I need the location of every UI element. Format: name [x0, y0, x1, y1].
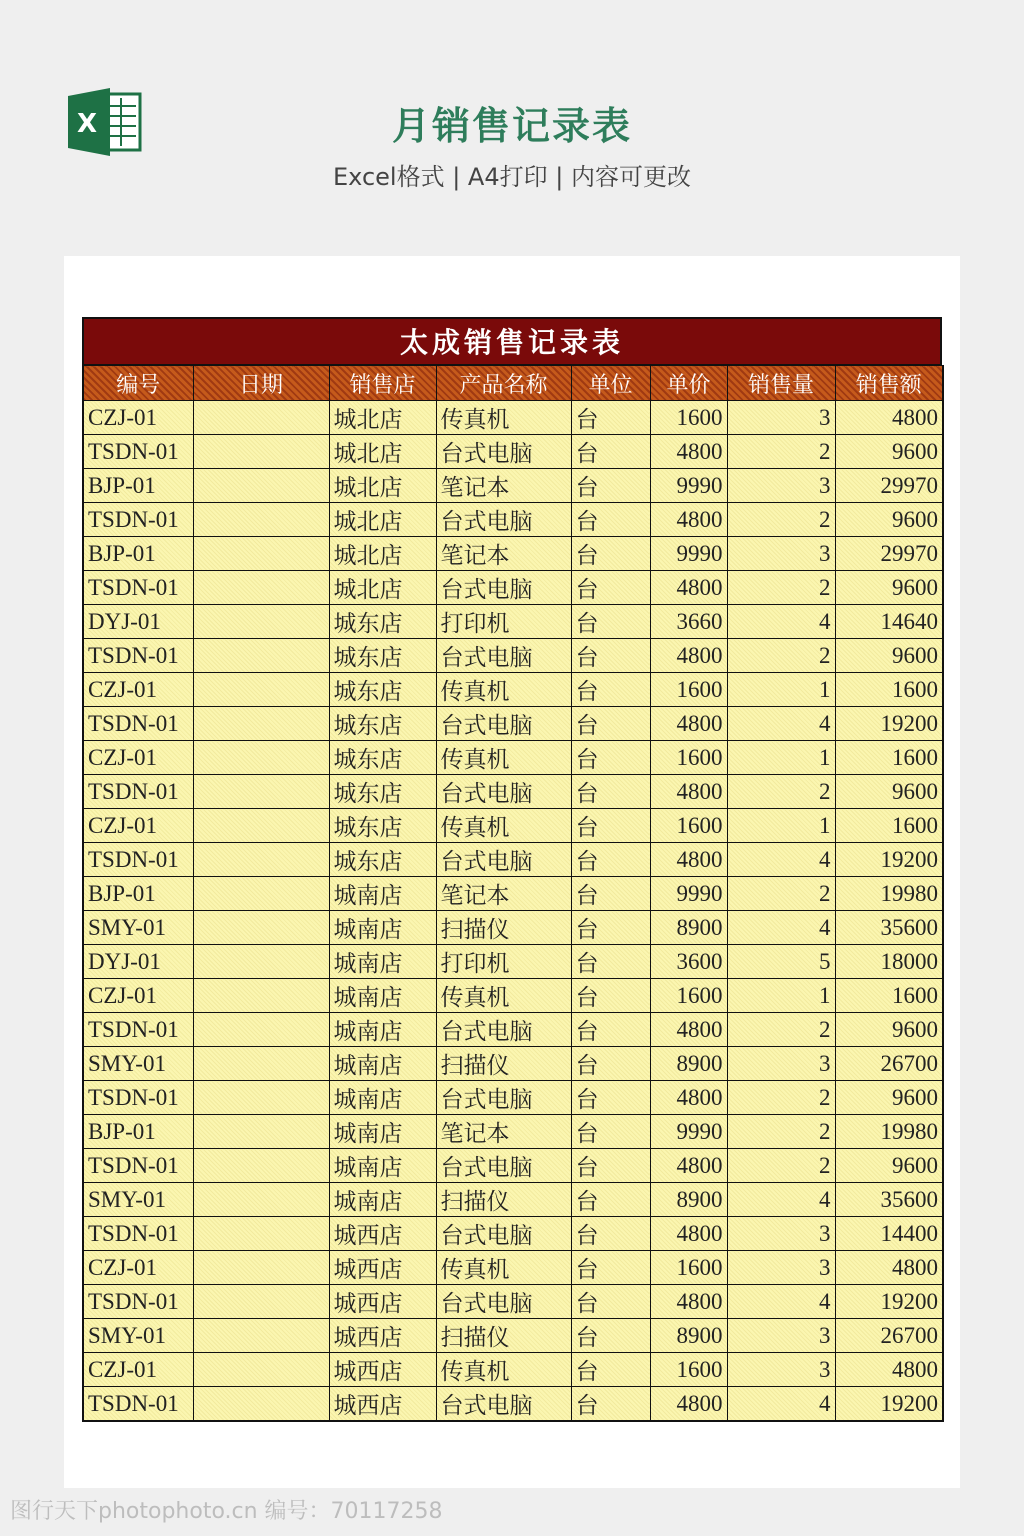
table-cell — [193, 503, 329, 537]
table-cell: 台式电脑 — [436, 1013, 571, 1047]
table-cell: 传真机 — [436, 1251, 571, 1285]
table-row — [83, 503, 943, 537]
table-cell: CZJ-01 — [83, 741, 193, 775]
table-cell: 台式电脑 — [436, 707, 571, 741]
table-cell: 2 — [727, 1013, 835, 1047]
table-cell: 9600 — [835, 639, 943, 673]
table-cell: TSDN-01 — [83, 707, 193, 741]
table-cell: 城南店 — [329, 1047, 436, 1081]
table-cell: 4800 — [650, 1081, 727, 1115]
table-cell — [193, 435, 329, 469]
column-header: 销售量 — [727, 366, 835, 401]
table-cell: 台 — [571, 1217, 650, 1251]
table-cell: 14400 — [835, 1217, 943, 1251]
table-cell: 城西店 — [329, 1251, 436, 1285]
table-row — [83, 639, 943, 673]
table-cell: 1600 — [835, 741, 943, 775]
table-cell: CZJ-01 — [83, 1251, 193, 1285]
table-cell — [193, 911, 329, 945]
table-cell: 传真机 — [436, 809, 571, 843]
table-cell: 1600 — [835, 673, 943, 707]
table-cell: 城东店 — [329, 605, 436, 639]
table-cell: 3 — [727, 401, 835, 435]
table-cell — [193, 1047, 329, 1081]
table-row — [83, 843, 943, 877]
table-cell — [193, 1387, 329, 1422]
table-row — [83, 1285, 943, 1319]
table-cell: 台式电脑 — [436, 639, 571, 673]
table-cell: 9990 — [650, 877, 727, 911]
table-row — [83, 469, 943, 503]
table-cell: TSDN-01 — [83, 1013, 193, 1047]
table-cell: 4 — [727, 1285, 835, 1319]
table-cell: 城南店 — [329, 877, 436, 911]
table-cell: 台 — [571, 911, 650, 945]
table-cell: TSDN-01 — [83, 571, 193, 605]
table-cell: 4800 — [650, 1285, 727, 1319]
table-row — [83, 537, 943, 571]
table-cell: 城东店 — [329, 707, 436, 741]
table-row — [83, 1183, 943, 1217]
table-cell: 打印机 — [436, 605, 571, 639]
table-cell: 18000 — [835, 945, 943, 979]
table-cell: 2 — [727, 571, 835, 605]
table-row — [83, 435, 943, 469]
table-cell — [193, 537, 329, 571]
table-cell: SMY-01 — [83, 911, 193, 945]
table-cell: 台式电脑 — [436, 435, 571, 469]
table-cell: 传真机 — [436, 673, 571, 707]
table-cell — [193, 1081, 329, 1115]
table-row — [83, 401, 943, 435]
table-cell: 台 — [571, 1285, 650, 1319]
table-cell: 台 — [571, 469, 650, 503]
table-cell — [193, 401, 329, 435]
table-cell: 1600 — [835, 979, 943, 1013]
table-cell: 4 — [727, 843, 835, 877]
table-cell: 19980 — [835, 1115, 943, 1149]
table-cell: TSDN-01 — [83, 1387, 193, 1422]
table-cell: 1600 — [650, 401, 727, 435]
table-cell: 4800 — [650, 1387, 727, 1422]
table-cell: 台 — [571, 1251, 650, 1285]
table-cell: 城北店 — [329, 401, 436, 435]
table-cell: 打印机 — [436, 945, 571, 979]
table-cell: TSDN-01 — [83, 639, 193, 673]
table-cell: 台 — [571, 775, 650, 809]
table-cell: 城西店 — [329, 1387, 436, 1422]
table-cell: CZJ-01 — [83, 809, 193, 843]
table-cell: SMY-01 — [83, 1183, 193, 1217]
table-cell — [193, 741, 329, 775]
column-header: 销售店 — [329, 366, 436, 401]
table-cell: 城东店 — [329, 775, 436, 809]
table-cell — [193, 707, 329, 741]
table-cell: 1 — [727, 741, 835, 775]
table-cell: SMY-01 — [83, 1047, 193, 1081]
table-cell — [193, 1251, 329, 1285]
table-cell: 台 — [571, 401, 650, 435]
column-header: 单位 — [571, 366, 650, 401]
table-cell: 1600 — [650, 979, 727, 1013]
table-cell: 笔记本 — [436, 469, 571, 503]
table-cell: 3600 — [650, 945, 727, 979]
table-cell: 台式电脑 — [436, 843, 571, 877]
table-cell: TSDN-01 — [83, 1149, 193, 1183]
table-cell: 4800 — [835, 1251, 943, 1285]
table-cell: 笔记本 — [436, 877, 571, 911]
table-cell: 9990 — [650, 1115, 727, 1149]
table-header-row — [83, 366, 943, 401]
table-cell — [193, 1115, 329, 1149]
table-row — [83, 1149, 943, 1183]
table-cell: 26700 — [835, 1319, 943, 1353]
table-cell: 台 — [571, 809, 650, 843]
table-cell — [193, 469, 329, 503]
table-cell: DYJ-01 — [83, 945, 193, 979]
table-row — [83, 945, 943, 979]
table-cell: 城南店 — [329, 1081, 436, 1115]
table-cell: 台 — [571, 571, 650, 605]
column-header: 产品名称 — [436, 366, 571, 401]
table-cell: 台 — [571, 435, 650, 469]
table-cell: 城南店 — [329, 1149, 436, 1183]
table-cell: 3 — [727, 469, 835, 503]
table-cell: 城东店 — [329, 639, 436, 673]
table-cell: 台 — [571, 843, 650, 877]
table-row — [83, 1013, 943, 1047]
table-cell — [193, 1217, 329, 1251]
table-cell: 9600 — [835, 571, 943, 605]
table-cell: 9600 — [835, 1013, 943, 1047]
table-cell: 9990 — [650, 469, 727, 503]
table-cell: 29970 — [835, 537, 943, 571]
table-cell — [193, 1353, 329, 1387]
table-cell: 4 — [727, 1387, 835, 1422]
table-cell — [193, 843, 329, 877]
table-cell: 扫描仪 — [436, 1183, 571, 1217]
table-cell: 3 — [727, 1319, 835, 1353]
table-cell: 笔记本 — [436, 537, 571, 571]
table-cell: 3 — [727, 1047, 835, 1081]
table-row — [83, 673, 943, 707]
table-cell: BJP-01 — [83, 877, 193, 911]
table-cell — [193, 877, 329, 911]
table-cell: 4800 — [835, 1353, 943, 1387]
table-cell: 4 — [727, 1183, 835, 1217]
table-body — [83, 401, 943, 1422]
table-cell: 2 — [727, 877, 835, 911]
table-cell: 台 — [571, 877, 650, 911]
table-row — [83, 1387, 943, 1422]
table-row — [83, 1217, 943, 1251]
column-header: 日期 — [193, 366, 329, 401]
table-cell: 9600 — [835, 775, 943, 809]
table-cell: 城西店 — [329, 1285, 436, 1319]
sales-table-container — [82, 317, 942, 1422]
table-cell: 台 — [571, 1183, 650, 1217]
table-cell: 台 — [571, 537, 650, 571]
column-header: 单价 — [650, 366, 727, 401]
table-cell: 3 — [727, 537, 835, 571]
table-row — [83, 775, 943, 809]
table-cell: 城西店 — [329, 1353, 436, 1387]
sales-table — [82, 365, 944, 1422]
table-cell: 1 — [727, 979, 835, 1013]
table-cell: 19200 — [835, 843, 943, 877]
table-cell — [193, 1183, 329, 1217]
table-cell: 扫描仪 — [436, 1319, 571, 1353]
table-cell: 3660 — [650, 605, 727, 639]
table-cell: 19200 — [835, 707, 943, 741]
table-cell: 35600 — [835, 1183, 943, 1217]
table-cell: 台式电脑 — [436, 1149, 571, 1183]
table-cell: 1600 — [650, 673, 727, 707]
table-cell: 传真机 — [436, 401, 571, 435]
table-cell: SMY-01 — [83, 1319, 193, 1353]
table-cell: 14640 — [835, 605, 943, 639]
table-cell: 台式电脑 — [436, 503, 571, 537]
table-cell: 台 — [571, 1081, 650, 1115]
table-cell: BJP-01 — [83, 537, 193, 571]
table-row — [83, 979, 943, 1013]
table-cell: 1600 — [650, 1353, 727, 1387]
table-cell: 台 — [571, 1115, 650, 1149]
table-cell: 2 — [727, 775, 835, 809]
table-row — [83, 1115, 943, 1149]
table-cell: 城北店 — [329, 571, 436, 605]
table-cell: 19200 — [835, 1285, 943, 1319]
table-cell: CZJ-01 — [83, 1353, 193, 1387]
table-cell: 3 — [727, 1251, 835, 1285]
table-cell: 1 — [727, 673, 835, 707]
table-cell: TSDN-01 — [83, 503, 193, 537]
table-cell: 城北店 — [329, 469, 436, 503]
table-cell: 台 — [571, 673, 650, 707]
table-cell: 8900 — [650, 1319, 727, 1353]
table-cell: 1600 — [650, 741, 727, 775]
table-cell: 19200 — [835, 1387, 943, 1422]
table-cell: 4800 — [650, 503, 727, 537]
table-cell: 4800 — [650, 639, 727, 673]
table-cell: 4800 — [650, 843, 727, 877]
table-cell: 9600 — [835, 435, 943, 469]
table-cell: 26700 — [835, 1047, 943, 1081]
table-cell: 29970 — [835, 469, 943, 503]
table-cell: 2 — [727, 1149, 835, 1183]
table-cell: TSDN-01 — [83, 1217, 193, 1251]
table-cell: 城南店 — [329, 1183, 436, 1217]
column-header: 销售额 — [835, 366, 943, 401]
table-row — [83, 809, 943, 843]
table-row — [83, 571, 943, 605]
table-cell: 9600 — [835, 1149, 943, 1183]
svg-text:X: X — [77, 109, 98, 139]
table-cell: 台式电脑 — [436, 1285, 571, 1319]
table-cell: 1600 — [835, 809, 943, 843]
table-cell: 台 — [571, 1387, 650, 1422]
table-cell: 台 — [571, 605, 650, 639]
table-cell: 扫描仪 — [436, 1047, 571, 1081]
table-cell: TSDN-01 — [83, 843, 193, 877]
table-cell — [193, 571, 329, 605]
table-cell: 台式电脑 — [436, 1217, 571, 1251]
table-cell — [193, 673, 329, 707]
table-row — [83, 605, 943, 639]
table-row — [83, 1047, 943, 1081]
table-cell: TSDN-01 — [83, 435, 193, 469]
table-cell: 台 — [571, 503, 650, 537]
page-subtitle: Excel格式 | A4打印 | 内容可更改 — [333, 163, 691, 191]
table-cell: 2 — [727, 503, 835, 537]
table-row — [83, 707, 943, 741]
table-cell: 城南店 — [329, 1115, 436, 1149]
table-cell: 台 — [571, 1149, 650, 1183]
table-cell: 2 — [727, 1115, 835, 1149]
table-cell: 2 — [727, 1081, 835, 1115]
page-title: 月销售记录表 — [391, 104, 632, 148]
table-cell: 城南店 — [329, 911, 436, 945]
table-cell: 1600 — [650, 809, 727, 843]
table-cell: CZJ-01 — [83, 401, 193, 435]
table-cell: 4 — [727, 707, 835, 741]
table-cell — [193, 605, 329, 639]
table-cell: CZJ-01 — [83, 979, 193, 1013]
table-cell: 1600 — [650, 1251, 727, 1285]
table-cell: 城北店 — [329, 435, 436, 469]
table-cell: 8900 — [650, 911, 727, 945]
table-cell: 1 — [727, 809, 835, 843]
table-cell: 城东店 — [329, 843, 436, 877]
table-row — [83, 741, 943, 775]
table-row — [83, 1251, 943, 1285]
table-cell: 扫描仪 — [436, 911, 571, 945]
table-cell — [193, 1013, 329, 1047]
table-row — [83, 911, 943, 945]
table-cell: 台 — [571, 741, 650, 775]
table-row — [83, 1353, 943, 1387]
table-cell: 5 — [727, 945, 835, 979]
table-row — [83, 1081, 943, 1115]
table-cell: 台 — [571, 1319, 650, 1353]
table-title: 太成销售记录表 — [82, 317, 942, 365]
table-cell — [193, 809, 329, 843]
table-cell: 35600 — [835, 911, 943, 945]
table-cell: 4800 — [650, 1149, 727, 1183]
table-cell: TSDN-01 — [83, 1285, 193, 1319]
table-cell — [193, 639, 329, 673]
sheet-preview — [64, 256, 960, 1488]
table-cell — [193, 979, 329, 1013]
table-cell — [193, 1149, 329, 1183]
table-cell: 台式电脑 — [436, 1081, 571, 1115]
table-cell: DYJ-01 — [83, 605, 193, 639]
table-cell: 城东店 — [329, 741, 436, 775]
table-cell: 9990 — [650, 537, 727, 571]
table-row — [83, 1319, 943, 1353]
table-cell: 台 — [571, 1353, 650, 1387]
table-cell: CZJ-01 — [83, 673, 193, 707]
table-cell: 9600 — [835, 1081, 943, 1115]
table-cell: TSDN-01 — [83, 775, 193, 809]
table-cell: 2 — [727, 639, 835, 673]
table-cell: 4 — [727, 605, 835, 639]
table-cell: 4800 — [650, 775, 727, 809]
table-cell: 传真机 — [436, 979, 571, 1013]
table-cell: 台 — [571, 979, 650, 1013]
table-cell: 台 — [571, 639, 650, 673]
table-cell: 8900 — [650, 1183, 727, 1217]
table-cell: BJP-01 — [83, 469, 193, 503]
table-cell: 台 — [571, 707, 650, 741]
table-cell: 台式电脑 — [436, 775, 571, 809]
table-cell: 9600 — [835, 503, 943, 537]
table-row — [83, 877, 943, 911]
table-cell: 城北店 — [329, 503, 436, 537]
watermark: 图行天下photophoto.cn 编号：70117258 — [10, 1499, 443, 1524]
table-cell: 城南店 — [329, 979, 436, 1013]
column-header: 编号 — [83, 366, 193, 401]
table-cell — [193, 1285, 329, 1319]
table-cell — [193, 775, 329, 809]
table-cell: 4800 — [650, 707, 727, 741]
table-cell: 笔记本 — [436, 1115, 571, 1149]
table-cell: 4800 — [650, 1013, 727, 1047]
table-cell — [193, 1319, 329, 1353]
table-cell: 城南店 — [329, 1013, 436, 1047]
table-cell: 城南店 — [329, 945, 436, 979]
table-cell: 4 — [727, 911, 835, 945]
table-cell: 台 — [571, 945, 650, 979]
table-cell: 城西店 — [329, 1217, 436, 1251]
table-cell: 台 — [571, 1047, 650, 1081]
table-cell: 台式电脑 — [436, 571, 571, 605]
table-cell: 城西店 — [329, 1319, 436, 1353]
table-cell: 4800 — [650, 571, 727, 605]
table-cell: 3 — [727, 1353, 835, 1387]
table-cell: 传真机 — [436, 1353, 571, 1387]
table-cell: 城北店 — [329, 537, 436, 571]
table-cell: 2 — [727, 435, 835, 469]
table-cell: 传真机 — [436, 741, 571, 775]
table-cell: 19980 — [835, 877, 943, 911]
table-cell: 城东店 — [329, 673, 436, 707]
table-cell: 台式电脑 — [436, 1387, 571, 1422]
table-cell: 4800 — [835, 401, 943, 435]
table-cell: 8900 — [650, 1047, 727, 1081]
table-cell: 4800 — [650, 1217, 727, 1251]
table-cell: 台 — [571, 1013, 650, 1047]
table-cell: 4800 — [650, 435, 727, 469]
table-cell: 城东店 — [329, 809, 436, 843]
table-cell: TSDN-01 — [83, 1081, 193, 1115]
table-cell: 3 — [727, 1217, 835, 1251]
table-cell: BJP-01 — [83, 1115, 193, 1149]
table-cell — [193, 945, 329, 979]
